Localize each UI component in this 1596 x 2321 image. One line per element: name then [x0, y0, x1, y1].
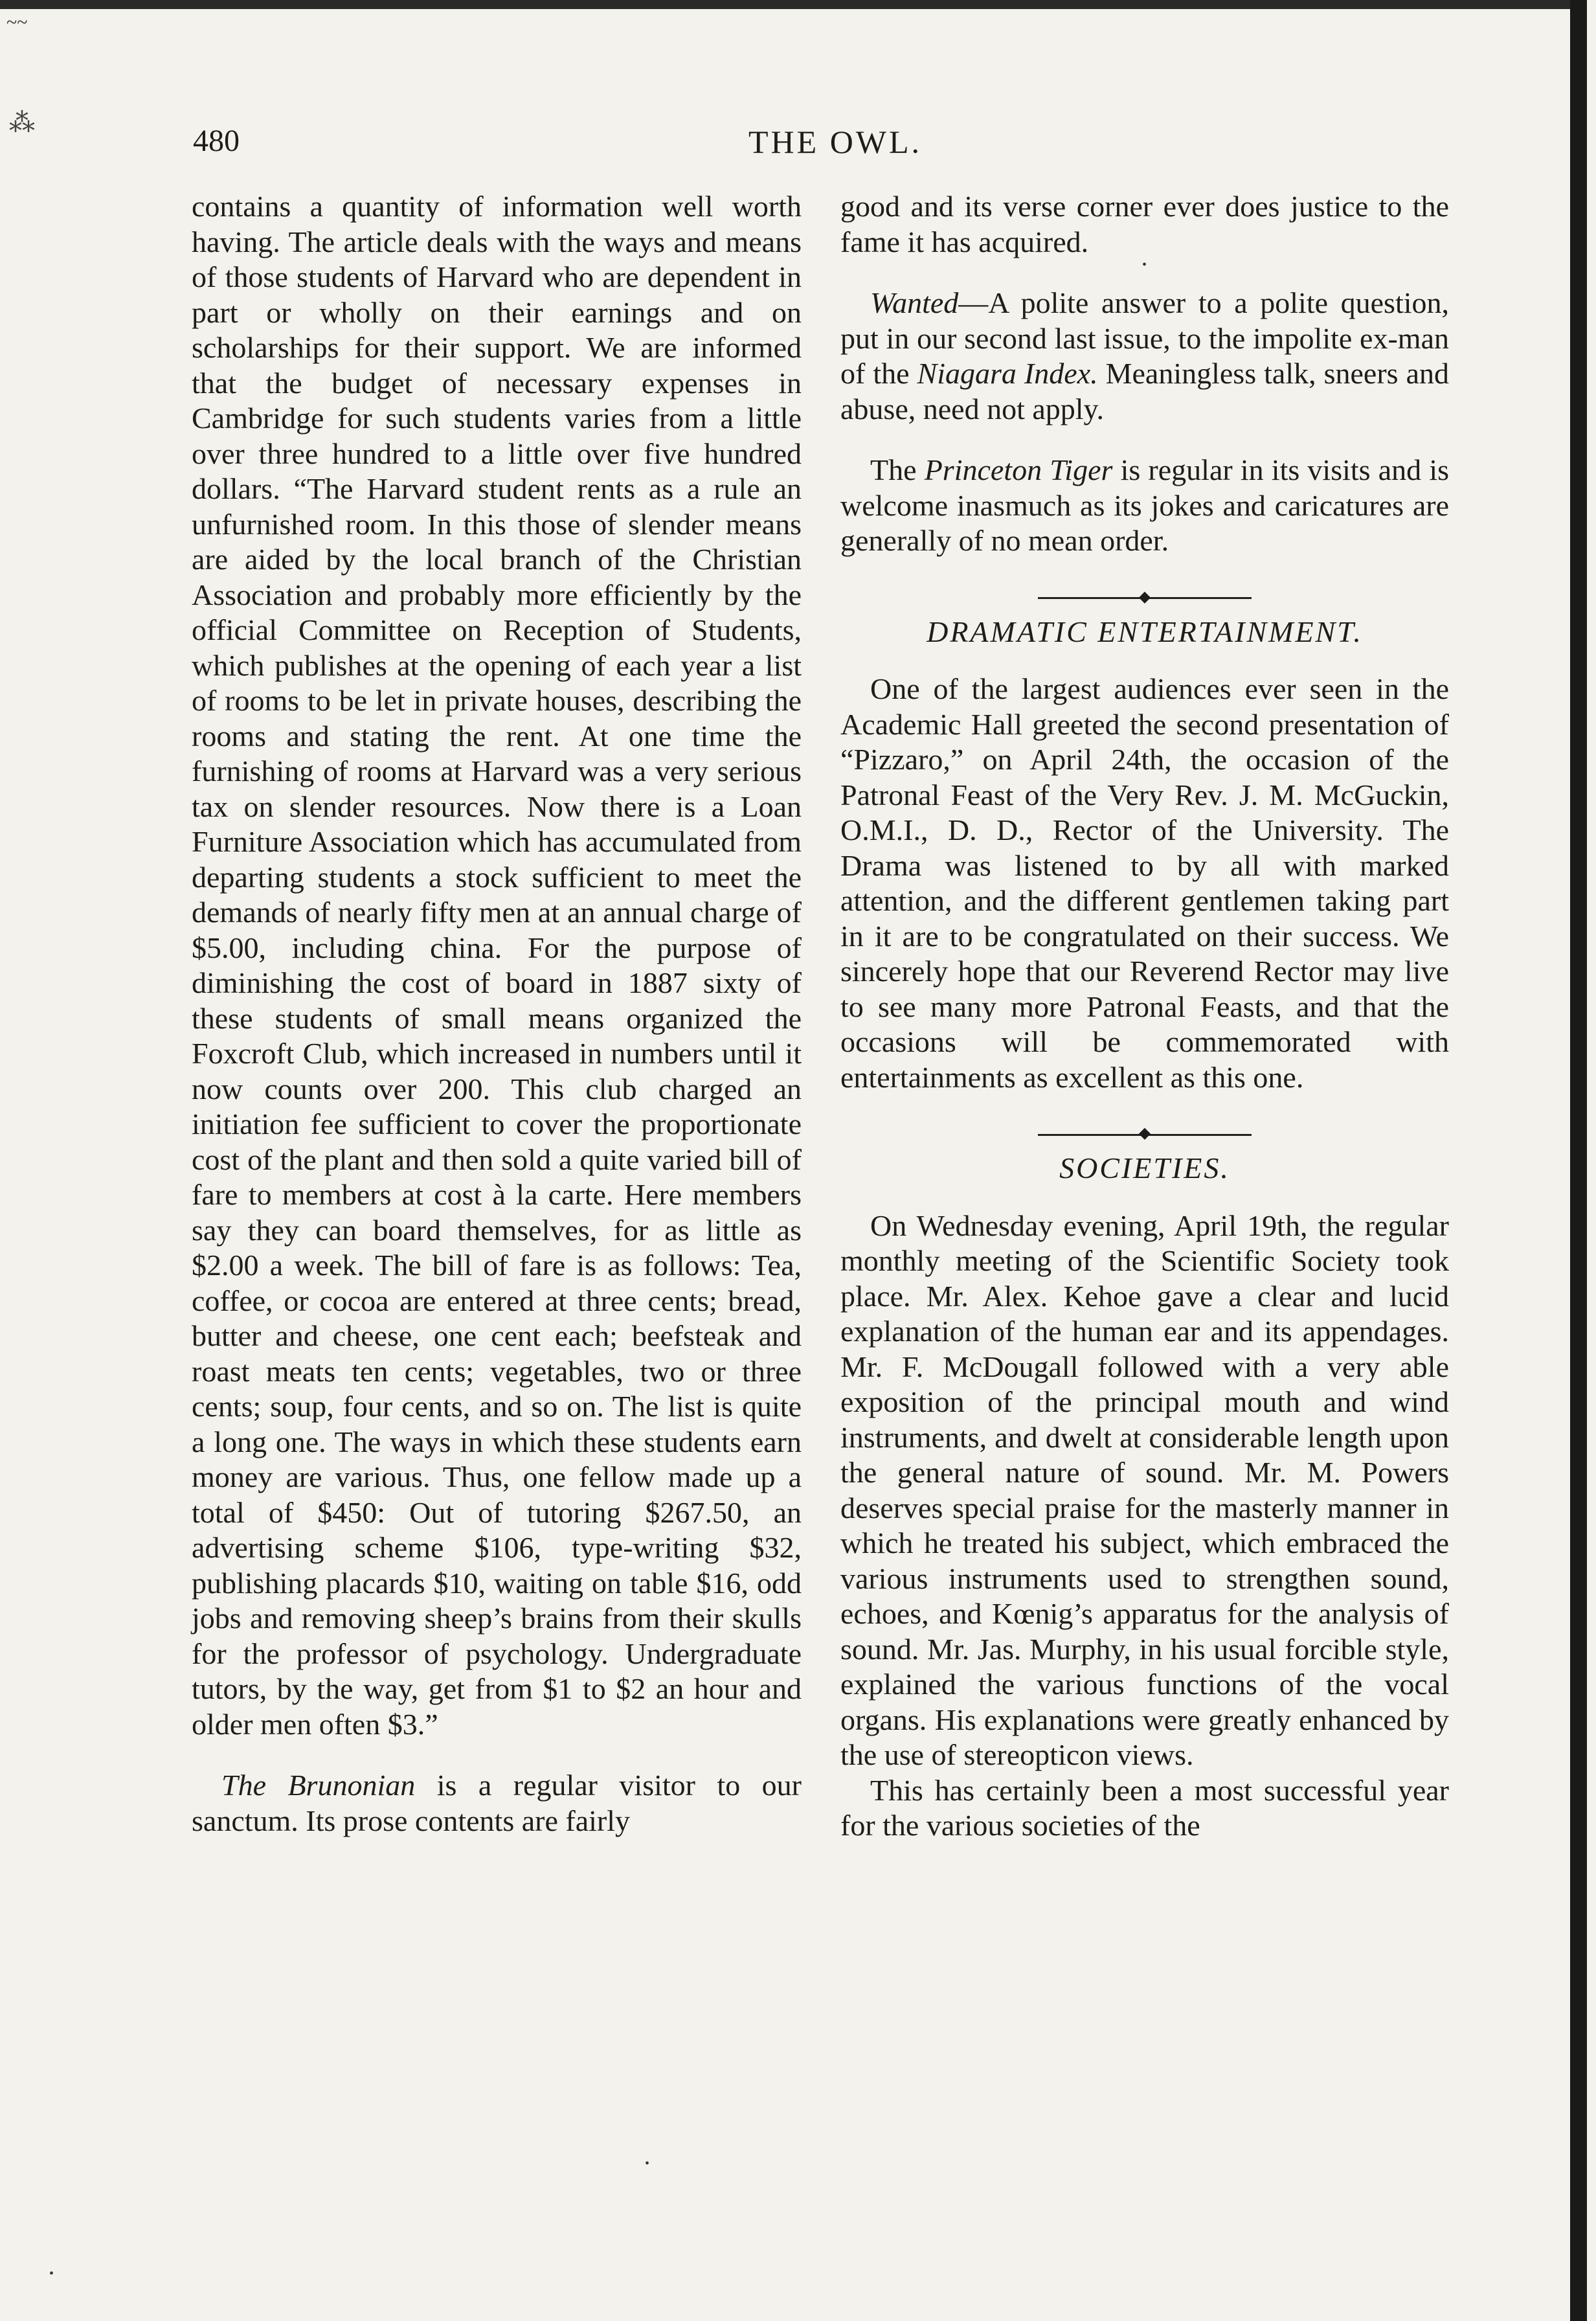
tiger-text-b: is regular in its visits and is welcome inasmuch as its jokes and caricatures are generally of no mean order. [840, 453, 1450, 557]
running-head: THE OWL. [748, 124, 923, 160]
right-column [840, 189, 1449, 1844]
margin-mark: ⁂ [9, 108, 35, 137]
page-number: 480 [193, 124, 240, 158]
wanted-paragraph [840, 286, 1449, 427]
stray-dot: • [645, 2157, 650, 2171]
brunonian-continuation: good and its verse corner ever does justice to the fame it has acquired. [840, 190, 1449, 258]
wanted-text-b: Meaningless talk, sneers and abuse, need not apply. [840, 357, 1449, 425]
tiger-text-a: The [870, 453, 925, 486]
stray-dot: • [1142, 258, 1147, 272]
section-divider: ◆ [840, 578, 1449, 598]
princeton-tiger-title: Princeton Tiger [924, 453, 1113, 486]
niagara-index-title: Niagara Index. [917, 357, 1098, 390]
corner-mark: ~~ [6, 12, 28, 33]
stray-dot: • [49, 2267, 54, 2281]
left-column [192, 189, 802, 1839]
dramatic-heading: DRAMATIC ENTERTAINMENT. [927, 615, 1363, 648]
brunonian-paragraph [192, 1768, 802, 1839]
scan-edge-shadow [1570, 0, 1587, 2321]
societies-paragraph: On Wednesday evening, April 19th, the regular monthly meeting of the Scientific Society took place. Mr. Alex. Kehoe gave a clear and lucid explanation of the human ear and its appendages. Mr. F. McDougall followed with a very able exposition of the principal mouth and wind instruments, and dwelt at considerable length upon the general nature of sound. Mr. M. Powers deserves special praise for the masterly manner in which he treated his subject, which embraced the various instruments used to strengthen sound, echoes, and Kœnig’s apparatus for the analysis of sound. Mr. Jas. Murphy, in his usual forcible style, explained the various functions of the vocal organs. His explanations were greatly enhanced by the use of stereopticon views. [840, 1208, 1449, 1771]
section-divider: ◆ [840, 1115, 1449, 1134]
societies-heading: SOCIETIES. [1059, 1151, 1230, 1184]
top-border-rule [0, 0, 1580, 9]
wanted-label: Wanted [870, 286, 959, 319]
wanted-text-a: —A polite answer to a polite question, put in our second last issue, to the impolite ex-man of the [840, 286, 1449, 390]
dramatic-paragraph: One of the largest audiences ever seen in the Academic Hall greeted the second presentation of “Pizzaro,” on April 24th, the occasion of the Patronal Feast of the Very Rev. J. M. McGuckin, O.M.I., D. D., Rector of the University. The Drama was listened to by all with marked attention, and the different gentlemen taking part in it are to be congratulated on their success. We sincerely hope that our Reverend Rector may live to see many more Patronal Feasts, and that the occasions will be commemorated with entertainments as excellent as this one. [840, 672, 1449, 1094]
tiger-paragraph [840, 453, 1449, 559]
brunonian-title: The Brunonian [221, 1769, 416, 1802]
article-paragraph: contains a quantity of information well worth having. The article deals with the ways and means of those students of Harvard who are dependent in part or wholly on their earnings and on scholarships for their support. We are informed that the budget of necessary expenses in Cambridge for such students varies from a little over three hundred to a little over five hundred dollars. “The Harvard student rents as a rule an unfurnished room. In this those of slender means are aided by the local branch of the Christian Association and probably more efficiently by the official Committee on Reception of Students, which publishes at the opening of each year a list of rooms to be let in private houses, describing the rooms and stating the rent. At one time the furnishing of rooms at Harvard was a very serious tax on slender resources. Now there is a Loan Furniture Association which has accumulated from departing students a stock sufficient to meet the demands of nearly fifty men at an annual charge of $5.00, including china. For the purpose of diminishing the cost of board in 1887 sixty of these students of small means organized the Foxcroft Club, which increased in numbers until it now counts over 200. This club charged an initiation fee sufficient to cover the proportionate cost of the plant and then sold a quite varied bill of fare to members at cost à la carte. Here members say they can board themselves, for as little as $2.00 a week. The bill of fare is as follows: Tea, coffee, or cocoa are entered at three cents; bread, butter and cheese, one cent each; beefsteak and roast meats ten cents; vegetables, two or three cents; soup, four cents, and so on. The list is quite a long one. The ways in which these students earn money are various. Thus, one fellow made up a total of $450: Out of tutoring $267.50, an advertising scheme $106, type-writing $32, publishing placards $10, waiting on table $16, odd jobs and removing sheep’s brains from their skulls for the professor of psychology. Undergraduate tutors, by the way, get from $1 to $2 an hour and older men often $3.” [192, 190, 802, 1741]
societies-closing: This has certainly been a most successful year for the various societies of the [840, 1773, 1449, 1842]
brunonian-text: is a regular visitor to our sanctum. Its prose contents are fairly [192, 1769, 802, 1837]
